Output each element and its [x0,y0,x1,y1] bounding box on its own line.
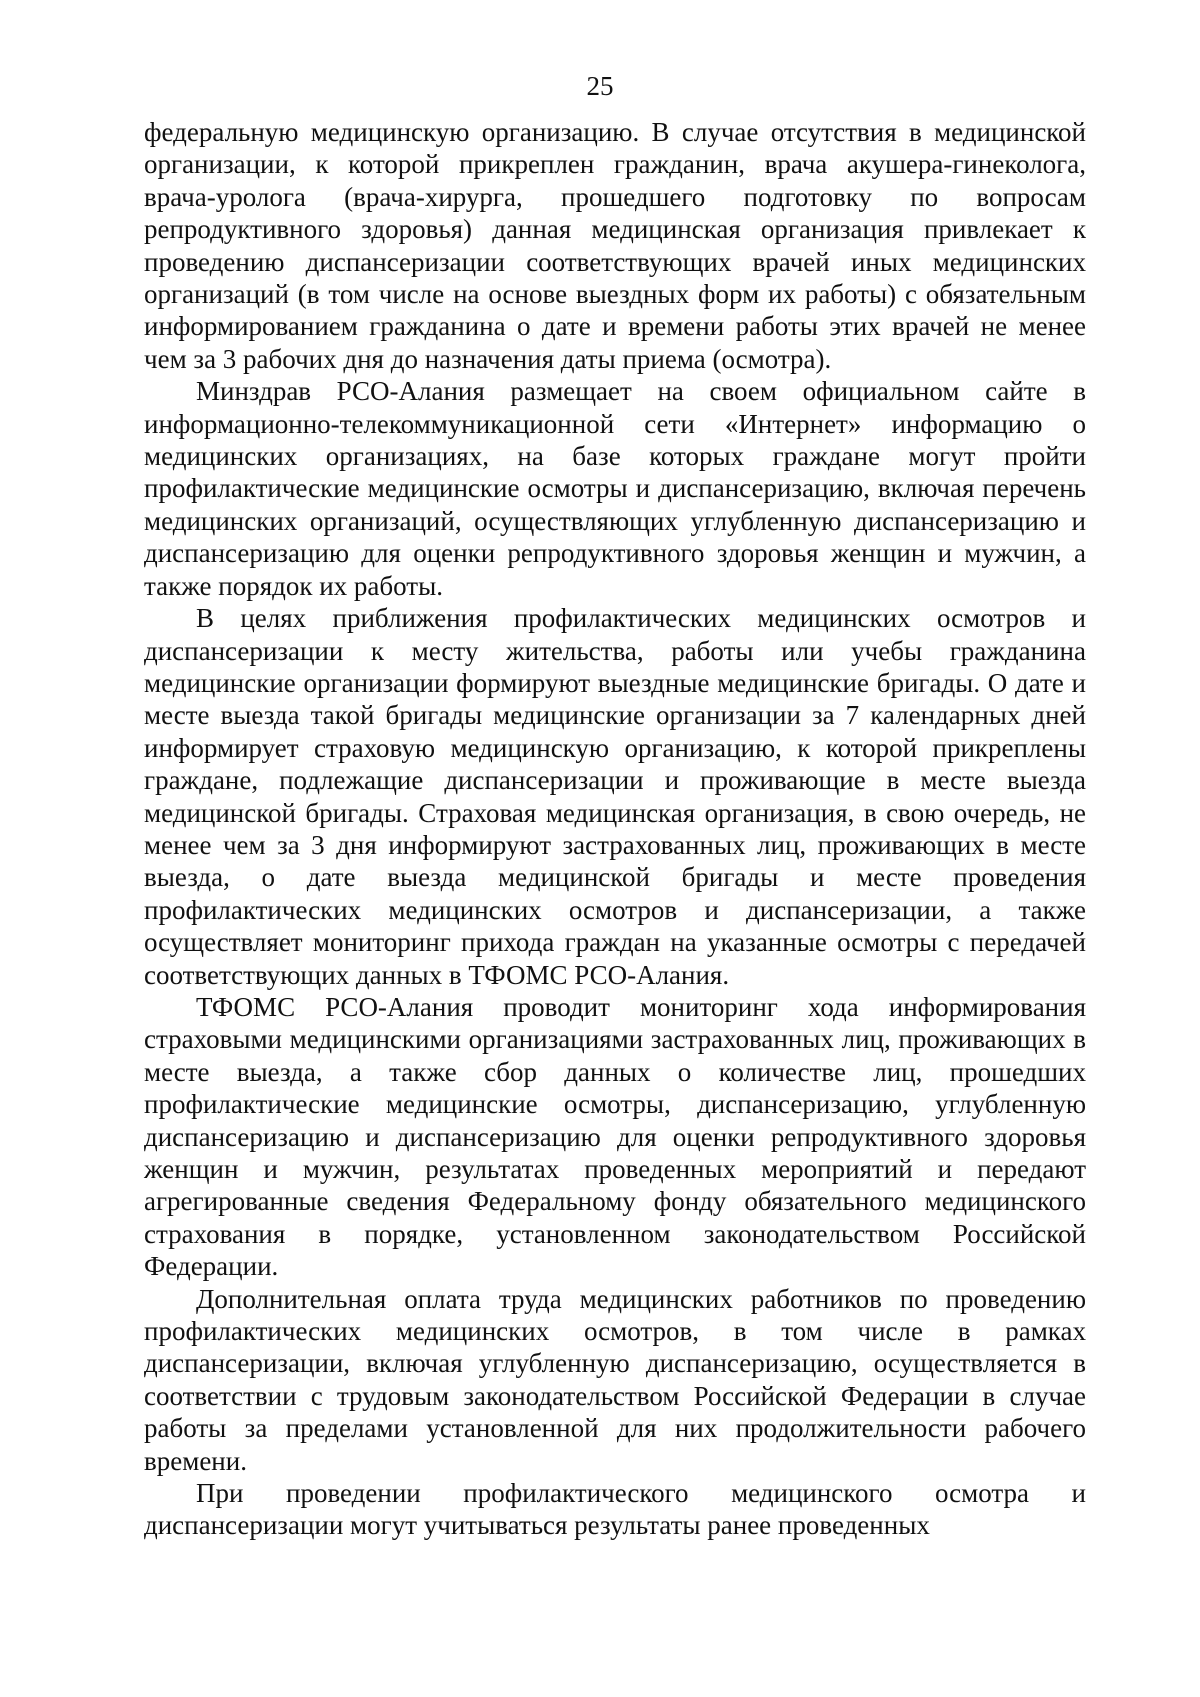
document-body [144,116,1086,1542]
paragraph-5: Дополнительная оплата труда медицинских работников по проведению профилактических медицинских осмотров, в том числе в рамках диспансеризации, включая углубленную диспансеризацию, осуществляется в соответствии с трудовым законодательством Российской Федерации в случае работы за пределами установленной для них продолжительности рабочего времени. [144,1283,1086,1476]
paragraph-1: федеральную медицинскую организацию. В случае отсутствия в медицинской организации, к которой прикреплен гражданин, врача акушера-гинеколога, врача-уролога (врача-хирурга, прошедшего подготовку по вопросам репродуктивного здоровья) данная медицинская организация привлекает к проведению диспансеризации соответствующих врачей иных медицинских организаций (в том числе на основе выездных форм их работы) с обязательным информированием гражданина о дате и времени работы этих врачей не менее чем за 3 рабочих дня до назначения даты приема (осмотра). [144,117,1086,374]
paragraph-3: В целях приближения профилактических медицинских осмотров и диспансеризации к месту жительства, работы или учебы гражданина медицинские организации формируют выездные медицинские бригады. О дате и месте выезда такой бригады медицинские организации за 7 календарных дней информирует страховую медицинскую организацию, к которой прикреплены граждане, подлежащие диспансеризации и проживающие в месте выезда медицинской бригады. Страховая медицинская организация, в свою очередь, не менее чем за 3 дня информируют застрахованных лиц, проживающих в месте выезда, о дате выезда медицинской бригады и месте проведения профилактических медицинских осмотров и диспансеризации, а также осуществляет мониторинг прихода граждан на указанные осмотры с передачей соответствующих данных в ТФОМС РСО-Алания. [144,603,1086,990]
paragraph-4: ТФОМС РСО-Алания проводит мониторинг хода информирования страховыми медицинскими организациями застрахованных лиц, проживающих в месте выезда, а также сбор данных о количестве лиц, прошедших профилактические медицинские осмотры, диспансеризацию, углубленную диспансеризацию и диспансеризацию для оценки репродуктивного здоровья женщин и мужчин, результатах проведенных мероприятий и передают агрегированные сведения Федеральному фонду обязательного медицинского страхования в порядке, установленном законодательством Российской Федерации. [144,991,1086,1282]
paragraph-2: Минздрав РСО-Алания размещает на своем официальном сайте в информационно-телекоммуникационной сети «Интернет» информацию о медицинских организациях, на базе которых граждане могут пройти профилактические медицинские осмотры и диспансеризацию, включая перечень медицинских организаций, осуществляющих углубленную диспансеризацию и диспансеризацию для оценки репродуктивного здоровья женщин и мужчин, а также порядок их работы. [144,376,1086,601]
paragraph-6-partial: При проведении профилактического медицинского осмотра и диспансеризации могут учитываться результаты ранее проведенных [144,1478,1086,1541]
page-number: 25 [586,71,614,101]
